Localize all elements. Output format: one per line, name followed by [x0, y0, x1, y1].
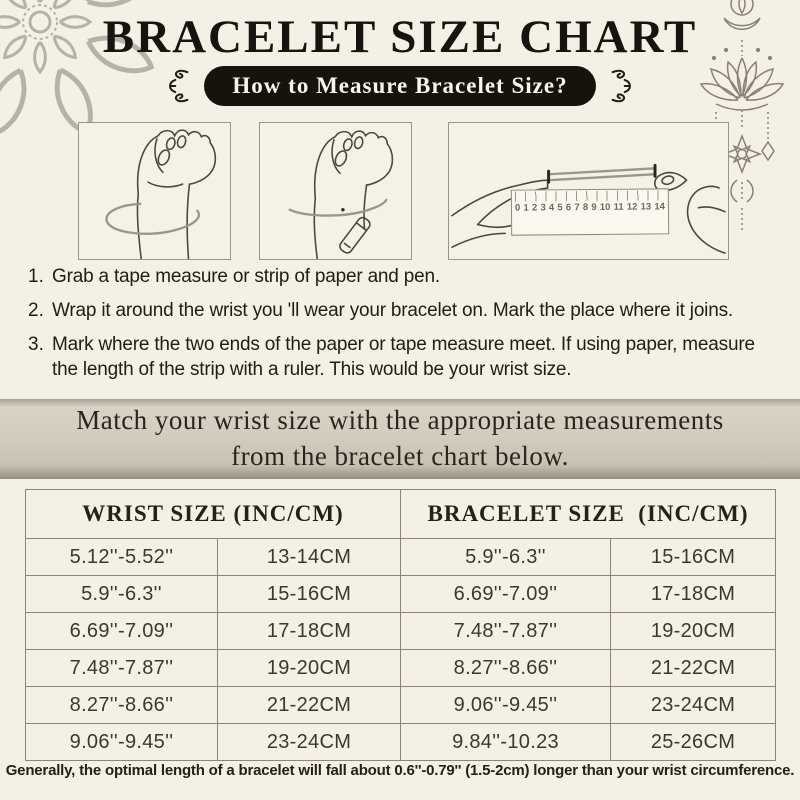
step-text: Grab a tape measure or strip of paper and pen.: [52, 266, 440, 287]
table-cell: 7.48''-7.87'': [401, 613, 611, 650]
table-cell: 6.69''-7.09'': [26, 613, 218, 650]
wrist-size-header: WRIST SIZE (INC/CM): [26, 490, 401, 539]
table-cell: 8.27''-8.66'': [26, 687, 218, 724]
banner-line-1: Match your wrist size with the appropriate measurements: [76, 405, 724, 436]
step-1: [28, 264, 776, 289]
instruction-steps: [28, 264, 776, 391]
how-to-measure-badge: How to Measure Bracelet Size?: [204, 66, 595, 106]
table-cell: 9.06''-9.45'': [401, 687, 611, 724]
table-cell: 19-20CM: [218, 650, 401, 687]
ruler: [511, 188, 669, 235]
table-cell: 8.27''-8.66'': [401, 650, 611, 687]
badge-row: [0, 66, 800, 106]
table-cell: 13-14CM: [218, 539, 401, 576]
step-3: [28, 332, 776, 382]
left-flourish-icon: [164, 66, 190, 106]
ruler-number: 7: [574, 202, 580, 214]
ruler-ticks: [515, 190, 665, 201]
table-cell: 9.06''-9.45'': [26, 724, 218, 761]
ruler-number: 13: [640, 201, 652, 213]
table-cell: 9.84''-10.23: [401, 724, 611, 761]
ruler-measure-illustration: [448, 122, 729, 260]
size-table-body: [26, 539, 776, 761]
page-title: BRACELET SIZE CHART: [102, 11, 698, 63]
step-number: 1.: [28, 266, 44, 287]
step-text: Wrap it around the wrist you 'll wear your bracelet on. Mark the place where it joins.: [52, 300, 733, 322]
ruler-number: 12: [626, 201, 638, 213]
table-cell: 17-18CM: [611, 576, 776, 613]
table-row: [26, 613, 776, 650]
table-cell: 17-18CM: [218, 613, 401, 650]
ruler-number: 6: [565, 202, 572, 214]
ruler-number: 1: [523, 202, 529, 214]
footer-note: Generally, the optimal length of a bracelet will fall about 0.6''-0.79'' (1.5-2cm) longer than your wrist circumference.: [5, 762, 795, 779]
ruler-number: 9: [591, 201, 597, 213]
table-cell: 21-22CM: [611, 650, 776, 687]
banner-line-2: from the bracelet chart below.: [231, 441, 569, 471]
ruler-number: 3: [540, 202, 546, 214]
ruler-number: 4: [548, 202, 555, 214]
step-2: [28, 298, 776, 323]
ruler-number: 11: [613, 201, 624, 213]
illustration-row: [78, 122, 729, 260]
table-cell: 5.12''-5.52'': [26, 539, 218, 576]
table-cell: 25-26CM: [611, 724, 776, 761]
ruler-number: 10: [599, 201, 611, 213]
mark-wrist-illustration: [259, 122, 412, 260]
table-row: [26, 650, 776, 687]
table-row: [26, 576, 776, 613]
table-row: [26, 687, 776, 724]
table-cell: 7.48''-7.87'': [26, 650, 218, 687]
table-cell: 21-22CM: [218, 687, 401, 724]
right-flourish-icon: [610, 66, 636, 106]
size-table: [25, 489, 776, 761]
step-text: Mark where the two ends of the paper or tape measure meet. If using paper, measure the length of the strip with a ruler. This would be your wrist size.: [52, 334, 755, 381]
table-row: [26, 724, 776, 761]
step-number: 2.: [28, 300, 44, 322]
match-size-banner: [0, 399, 800, 479]
table-cell: 5.9''-6.3'': [26, 576, 218, 613]
bracelet-size-header: BRACELET SIZE (INC/CM): [401, 490, 776, 539]
ruler-number: 0: [514, 202, 521, 214]
table-cell: 23-24CM: [218, 724, 401, 761]
ruler-number: 14: [654, 201, 665, 213]
ruler-number: 2: [531, 202, 538, 214]
table-cell: 5.9''-6.3'': [401, 539, 611, 576]
step-number: 3.: [28, 334, 44, 356]
table-row: [26, 539, 776, 576]
table-cell: 23-24CM: [611, 687, 776, 724]
table-cell: 19-20CM: [611, 613, 776, 650]
table-cell: 15-16CM: [611, 539, 776, 576]
ruler-number: 5: [557, 202, 563, 214]
ruler-numbers: [512, 201, 668, 213]
ruler-number: 8: [582, 202, 589, 214]
wrap-tape-illustration: [78, 122, 231, 260]
table-header-row: [26, 490, 776, 539]
table-cell: 6.69''-7.09'': [401, 576, 611, 613]
table-cell: 15-16CM: [218, 576, 401, 613]
